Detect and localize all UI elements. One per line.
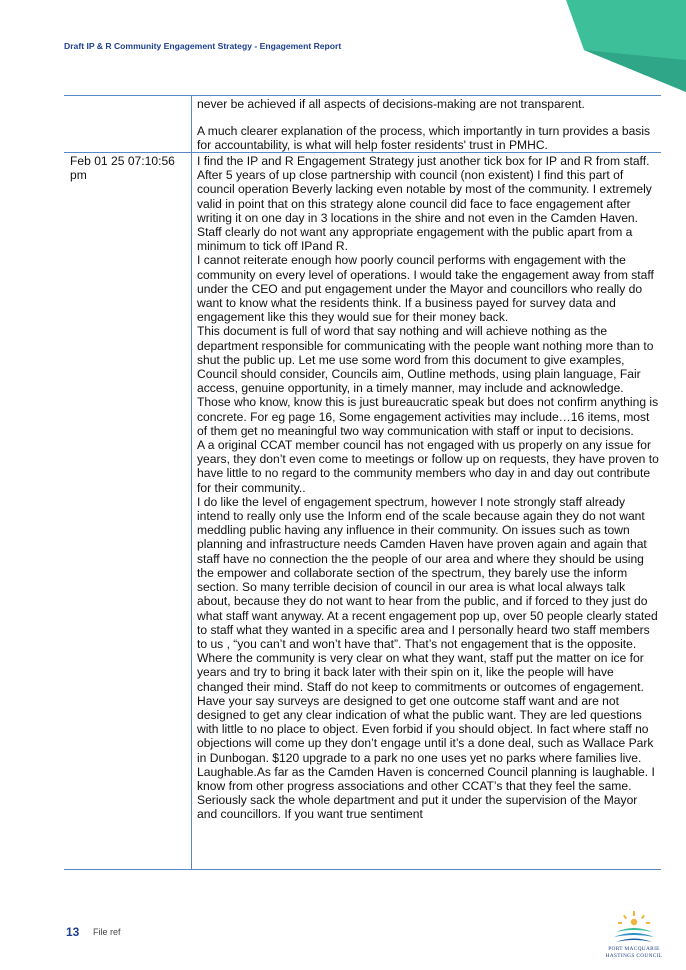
file-ref-label: File ref <box>93 927 121 937</box>
page-number: 13 <box>66 925 80 939</box>
table-bottom-rule <box>64 869 661 870</box>
comment-paragraph: I cannot reiterate enough how poorly council performs with engagement with the community on every level of operations. I would take the engagement away from staff under the CEO and put engagement under the Mayor and councillors who really do want to know what the residents think. If a business payed for survey data and engagement like this they would sue for their money back. <box>197 253 654 325</box>
table-column-divider <box>191 95 192 870</box>
logo-text-line2: HASTINGS COUNCIL <box>605 953 663 959</box>
table-top-rule <box>64 95 661 96</box>
comment-paragraph: A much clearer explanation of the process, which importantly in turn provides a basis for accountability, is what will help foster residents' trust in PMHC. <box>197 124 651 153</box>
table-row-comment <box>197 154 659 822</box>
comment-paragraph: never be achieved if all aspects of decisions-making are not transparent. <box>197 97 585 111</box>
comment-paragraph: I do like the level of engagement spectrum, however I note strongly staff already intend to really only use the Inform end of the scale because again they do not want meddling public having any influence in their community. On issues such as town planning and infrastructure needs Camden Haven have proven again and again that staff have no connection the the people of our area and where they should be using the empower and collaborate section of the spectrum, they barely use the inform section. So many terrible decision of council in our area is what local always talk about, because they do not want to hear from the public, and if forced to they just do what staff want anyway. At a recent engagement pop up, over 50 people clearly stated to staff what they wanted in a specific area and I personally heard two staff members to us , “you can’t and won’t have that”. That’s not engagement that is the opposite. Where the community is very clear on what they want, staff put the matter on ice for years and try to bring it back later with their spin on it, like the people will have changed their mind. Staff do not keep to commitments or outcomes of engagement. <box>197 494 658 694</box>
document-header-title: Draft IP & R Community Engagement Strategy - Engagement Report <box>64 41 342 51</box>
logo-text-line1: PORT MACQUARIE <box>608 946 660 952</box>
comment-paragraph: I find the IP and R Engagement Strategy just another tick box for IP and R from staff. After 5 years of up close partnership with council (non existent) I find this part of council operation Beverly lacking even notable by most of the community. I extremely valid in point that on this strategy alone council did face to face engagement after writing it on one day in 3 locations in the shire and not even in the Camden Haven. Staff clearly do not want any appropriate engagement with the public apart from a minimum to tick off IPand R. <box>197 154 652 254</box>
comment-paragraph: Have your say surveys are designed to get one outcome staff want and are not designed to get any clear indication of what the public want. They are led questions with little to no place to object. Even forbid if you should object. In fact where staff no objections will come up they don’t engage until it’s a done deal, such as Wallace Park in Dunbogan. $120 upgrade to a park no one uses yet no parks where families live. Laughable.As far as the Camden Haven is concerned Council planning is laughable. I know from other progress associations and other CCAT’s that they feel the same. Seriously sack the whole department and put it under the supervision of the Mayor and councillors. If you want true sentiment <box>197 693 655 822</box>
corner-decoration <box>566 0 686 92</box>
table-row-comment <box>197 97 659 153</box>
comment-paragraph: This document is full of word that say nothing and will achieve nothing as the department responsible for communicating with the people want nothing more than to shut the public up. Let me use some word from this document to give examples, Council should consider, Councils aim, Outline methods, using plain language, Fair access, genuine opportunity, in a timely manner, may include and acknowledge. Those who know, know this is just bureaucratic speak but does not confirm anything is concrete. For eg page 16, Some engagement activities may include…16 items, most of them get no meaningful two way communication with staff or input to decisions. <box>197 324 659 438</box>
comment-paragraph: A a original CCAT member council has not engaged with us properly on any issue for years, they don’t even come to meetings or follow up on requests, they have proven to have little to no regard to the community members who day in and day out contribute for their community.. <box>197 438 659 495</box>
submission-date: Feb 01 25 07:10:56 pm <box>70 154 175 183</box>
